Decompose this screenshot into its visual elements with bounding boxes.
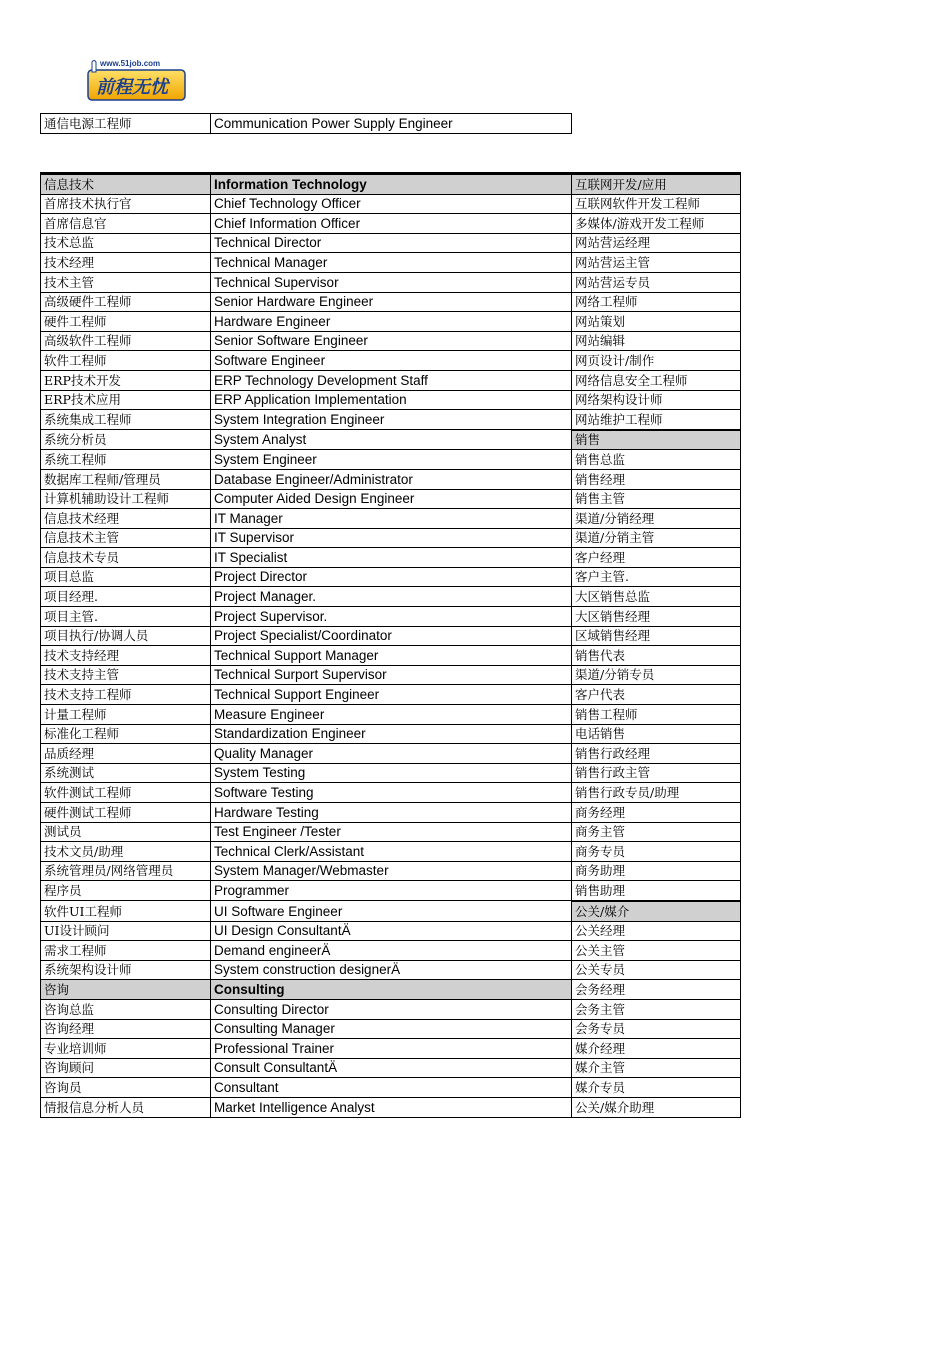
table-row xyxy=(41,469,741,489)
en-cell: Consultant xyxy=(211,1078,572,1098)
en-cell: Consulting Manager xyxy=(211,1019,572,1039)
zh-cell: 程序员 xyxy=(41,881,211,901)
table-row xyxy=(41,1058,741,1078)
table-row xyxy=(41,901,741,921)
category-cell: 电话销售 xyxy=(572,724,741,744)
category-cell: 渠道/分销主管 xyxy=(572,528,741,548)
category-cell: 销售行政专员/助理 xyxy=(572,783,741,803)
category-cell: 客户主管. xyxy=(572,567,741,587)
zh-cell: 软件UI工程师 xyxy=(41,901,211,921)
category-cell: 商务助理 xyxy=(572,861,741,881)
en-cell: Consult ConsultantÄ xyxy=(211,1058,572,1078)
table-row xyxy=(41,253,741,273)
zh-cell: 项目总监 xyxy=(41,567,211,587)
table-row xyxy=(41,881,741,901)
zh-cell: 项目执行/协调人员 xyxy=(41,626,211,646)
table-row xyxy=(41,842,741,862)
en-cell: Database Engineer/Administrator xyxy=(211,469,572,489)
en-cell: Standardization Engineer xyxy=(211,724,572,744)
category-cell: 渠道/分销专员 xyxy=(572,665,741,685)
category-cell: 网站维护工程师 xyxy=(572,410,741,430)
table-row xyxy=(41,607,741,627)
en-cell: Chief Information Officer xyxy=(211,214,572,234)
en-cell: System Testing xyxy=(211,763,572,783)
en-cell: Computer Aided Design Engineer xyxy=(211,489,572,509)
zh-cell: 系统集成工程师 xyxy=(41,410,211,430)
table-row xyxy=(41,567,741,587)
table-row xyxy=(41,410,741,430)
en-cell: Technical Surport Supervisor xyxy=(211,665,572,685)
logo-graphic xyxy=(86,56,187,102)
zh-cell: 软件工程师 xyxy=(41,351,211,371)
logo-brand: 前程无忧 xyxy=(96,77,168,98)
en-cell: IT Manager xyxy=(211,509,572,529)
category-cell: 销售总监 xyxy=(572,450,741,470)
table-row xyxy=(41,233,741,253)
table-row xyxy=(41,351,741,371)
category-cell: 商务经理 xyxy=(572,803,741,823)
en-cell: IT Supervisor xyxy=(211,528,572,548)
table-row xyxy=(41,1097,741,1117)
category-cell: 网站编辑 xyxy=(572,331,741,351)
category-cell: 互联网软件开发工程师 xyxy=(572,194,741,214)
zh-cell: 软件测试工程师 xyxy=(41,783,211,803)
en-cell: Technical Support Engineer xyxy=(211,685,572,705)
zh-cell: 首席技术执行官 xyxy=(41,194,211,214)
category-cell: 网站营运主管 xyxy=(572,253,741,273)
zh-cell: 通信电源工程师 xyxy=(41,114,211,134)
table-row xyxy=(41,174,741,195)
zh-cell: 测试员 xyxy=(41,822,211,842)
en-cell: Professional Trainer xyxy=(211,1039,572,1059)
zh-cell: 系统架构设计师 xyxy=(41,960,211,980)
category-cell: 销售代表 xyxy=(572,646,741,666)
category-cell: 销售行政经理 xyxy=(572,744,741,764)
en-cell: Technical Director xyxy=(211,233,572,253)
category-cell: 会务经理 xyxy=(572,980,741,1000)
en-cell: Project Supervisor. xyxy=(211,607,572,627)
zh-cell: 咨询总监 xyxy=(41,999,211,1019)
zh-cell: 品质经理 xyxy=(41,744,211,764)
category-cell: 公关/媒介 xyxy=(572,901,741,921)
table-row xyxy=(41,665,741,685)
en-cell: Hardware Engineer xyxy=(211,312,572,332)
category-cell: 媒介专员 xyxy=(572,1078,741,1098)
category-cell: 商务专员 xyxy=(572,842,741,862)
en-cell: UI Software Engineer xyxy=(211,901,572,921)
table-row xyxy=(41,370,741,390)
table-row xyxy=(41,272,741,292)
category-cell: 网络信息安全工程师 xyxy=(572,370,741,390)
zh-cell: ERP技术应用 xyxy=(41,390,211,410)
category-cell: 媒介经理 xyxy=(572,1039,741,1059)
category-cell: 网站营运经理 xyxy=(572,233,741,253)
en-cell: System Manager/Webmaster xyxy=(211,861,572,881)
zh-cell: 专业培训师 xyxy=(41,1039,211,1059)
zh-cell: 计量工程师 xyxy=(41,705,211,725)
table-row xyxy=(41,646,741,666)
zh-cell: 咨询 xyxy=(41,980,211,1000)
category-cell: 公关经理 xyxy=(572,921,741,941)
table-row xyxy=(41,861,741,881)
zh-cell: 咨询顾问 xyxy=(41,1058,211,1078)
en-cell: System Engineer xyxy=(211,450,572,470)
en-cell: ERP Technology Development Staff xyxy=(211,370,572,390)
category-cell: 互联网开发/应用 xyxy=(572,174,741,195)
en-cell: Programmer xyxy=(211,881,572,901)
en-cell: Technical Support Manager xyxy=(211,646,572,666)
category-cell: 销售工程师 xyxy=(572,705,741,725)
zh-cell: 需求工程师 xyxy=(41,941,211,961)
zh-cell: 高级软件工程师 xyxy=(41,331,211,351)
en-cell: Information Technology xyxy=(211,174,572,195)
table-row xyxy=(41,390,741,410)
en-cell: Measure Engineer xyxy=(211,705,572,725)
en-cell: Consulting Director xyxy=(211,999,572,1019)
table-row xyxy=(41,312,741,332)
en-cell: System Integration Engineer xyxy=(211,410,572,430)
table-row xyxy=(41,509,741,529)
en-cell: Technical Supervisor xyxy=(211,272,572,292)
zh-cell: 项目主管. xyxy=(41,607,211,627)
en-cell: Project Manager. xyxy=(211,587,572,607)
category-cell: 公关/媒介助理 xyxy=(572,1097,741,1117)
table-row xyxy=(41,331,741,351)
zh-cell: 首席信息官 xyxy=(41,214,211,234)
zh-cell: 项目经理. xyxy=(41,587,211,607)
zh-cell: 咨询经理 xyxy=(41,1019,211,1039)
en-cell: UI Design ConsultantÄ xyxy=(211,921,572,941)
table-row xyxy=(41,705,741,725)
table-row xyxy=(41,685,741,705)
zh-cell: 系统管理员/网络管理员 xyxy=(41,861,211,881)
en-cell: ERP Application Implementation xyxy=(211,390,572,410)
en-cell: Technical Manager xyxy=(211,253,572,273)
en-cell: Project Director xyxy=(211,567,572,587)
table-row xyxy=(41,980,741,1000)
table-row xyxy=(41,960,741,980)
category-cell: 大区销售经理 xyxy=(572,607,741,627)
table-row xyxy=(41,214,741,234)
en-cell: Project Specialist/Coordinator xyxy=(211,626,572,646)
en-cell: IT Specialist xyxy=(211,548,572,568)
table-row xyxy=(41,941,741,961)
en-cell: Senior Software Engineer xyxy=(211,331,572,351)
zh-cell: 标准化工程师 xyxy=(41,724,211,744)
category-cell: 会务专员 xyxy=(572,1019,741,1039)
category-cell: 销售主管 xyxy=(572,489,741,509)
job-title-table xyxy=(40,172,741,1118)
category-cell: 多媒体/游戏开发工程师 xyxy=(572,214,741,234)
table-row xyxy=(41,783,741,803)
table-row xyxy=(41,626,741,646)
en-cell: Technical Clerk/Assistant xyxy=(211,842,572,862)
zh-cell: ERP技术开发 xyxy=(41,370,211,390)
en-cell: Software Engineer xyxy=(211,351,572,371)
category-cell: 客户经理 xyxy=(572,548,741,568)
category-cell: 网站策划 xyxy=(572,312,741,332)
zh-cell: 技术总监 xyxy=(41,233,211,253)
en-cell: Chief Technology Officer xyxy=(211,194,572,214)
en-cell: Test Engineer /Tester xyxy=(211,822,572,842)
en-cell: Hardware Testing xyxy=(211,803,572,823)
table-row xyxy=(41,763,741,783)
category-cell: 销售 xyxy=(572,430,741,450)
en-cell: Communication Power Supply Engineer xyxy=(211,114,572,134)
table-row xyxy=(41,114,572,134)
category-cell: 网络架构设计师 xyxy=(572,390,741,410)
category-cell: 销售行政主管 xyxy=(572,763,741,783)
category-cell: 网页设计/制作 xyxy=(572,351,741,371)
zh-cell: UI设计顾问 xyxy=(41,921,211,941)
single-row-table xyxy=(40,113,572,134)
zh-cell: 技术主管 xyxy=(41,272,211,292)
table-row xyxy=(41,450,741,470)
zh-cell: 高级硬件工程师 xyxy=(41,292,211,312)
table-row xyxy=(41,921,741,941)
zh-cell: 计算机辅助设计工程师 xyxy=(41,489,211,509)
category-cell: 媒介主管 xyxy=(572,1058,741,1078)
table-row xyxy=(41,587,741,607)
category-cell: 商务主管 xyxy=(572,822,741,842)
51job-logo xyxy=(86,56,187,102)
table-row xyxy=(41,724,741,744)
category-cell: 公关专员 xyxy=(572,960,741,980)
zh-cell: 咨询员 xyxy=(41,1078,211,1098)
en-cell: Consulting xyxy=(211,980,572,1000)
category-cell: 会务主管 xyxy=(572,999,741,1019)
logo-url: www.51job.com xyxy=(100,59,161,68)
category-cell: 公关主管 xyxy=(572,941,741,961)
zh-cell: 硬件工程师 xyxy=(41,312,211,332)
zh-cell: 技术支持主管 xyxy=(41,665,211,685)
category-cell: 客户代表 xyxy=(572,685,741,705)
zh-cell: 硬件测试工程师 xyxy=(41,803,211,823)
category-cell: 区域销售经理 xyxy=(572,626,741,646)
category-cell: 网络工程师 xyxy=(572,292,741,312)
en-cell: Software Testing xyxy=(211,783,572,803)
zh-cell: 信息技术专员 xyxy=(41,548,211,568)
category-cell: 销售经理 xyxy=(572,469,741,489)
en-cell: Quality Manager xyxy=(211,744,572,764)
zh-cell: 信息技术主管 xyxy=(41,528,211,548)
table-row xyxy=(41,548,741,568)
en-cell: Demand engineerÄ xyxy=(211,941,572,961)
table-row xyxy=(41,803,741,823)
zh-cell: 技术支持工程师 xyxy=(41,685,211,705)
zh-cell: 情报信息分析人员 xyxy=(41,1097,211,1117)
en-cell: Market Intelligence Analyst xyxy=(211,1097,572,1117)
table-row xyxy=(41,489,741,509)
category-cell: 渠道/分销经理 xyxy=(572,509,741,529)
zh-cell: 技术经理 xyxy=(41,253,211,273)
table-row xyxy=(41,528,741,548)
zh-cell: 系统测试 xyxy=(41,763,211,783)
table-row xyxy=(41,1019,741,1039)
category-cell: 网站营运专员 xyxy=(572,272,741,292)
table-row xyxy=(41,194,741,214)
table-row xyxy=(41,744,741,764)
zh-cell: 系统工程师 xyxy=(41,450,211,470)
en-cell: Senior Hardware Engineer xyxy=(211,292,572,312)
category-cell: 销售助理 xyxy=(572,881,741,901)
table-row xyxy=(41,999,741,1019)
table-row xyxy=(41,822,741,842)
en-cell: System Analyst xyxy=(211,430,572,450)
zh-cell: 技术文员/助理 xyxy=(41,842,211,862)
category-cell: 大区销售总监 xyxy=(572,587,741,607)
zh-cell: 系统分析员 xyxy=(41,430,211,450)
en-cell: System construction designerÄ xyxy=(211,960,572,980)
table-row xyxy=(41,430,741,450)
zh-cell: 数据库工程师/管理员 xyxy=(41,469,211,489)
zh-cell: 信息技术 xyxy=(41,174,211,195)
table-row xyxy=(41,1078,741,1098)
zh-cell: 技术支持经理 xyxy=(41,646,211,666)
zh-cell: 信息技术经理 xyxy=(41,509,211,529)
table-row xyxy=(41,292,741,312)
table-row xyxy=(41,1039,741,1059)
